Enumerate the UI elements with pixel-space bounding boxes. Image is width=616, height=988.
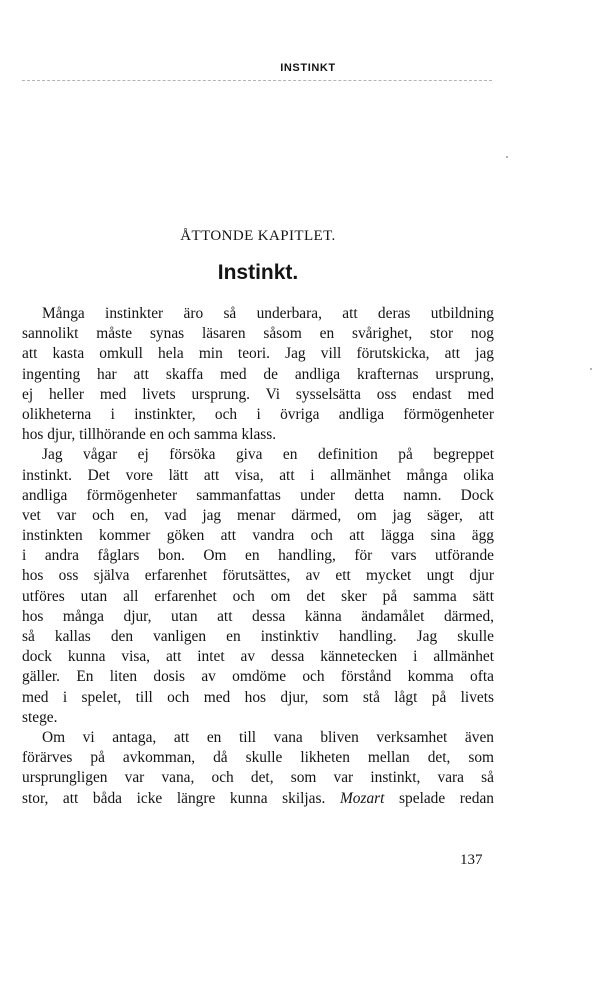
header-rule — [22, 80, 492, 81]
text-line — [22, 526, 494, 546]
text-line-content: att kasta omkull hela min teori. Jag vill förutskicka, att jag — [22, 345, 494, 363]
text-line-content: ursprungligen var vana, och det, som var instinkt, vara så — [22, 769, 494, 787]
scan-speck — [506, 156, 508, 158]
text-line-content: hos djur, tillhörande en och samma klass. — [22, 426, 277, 444]
text-line-content: Om vi antaga, att en till vana bliven verksamhet även — [42, 728, 494, 746]
text-line-content: instinkt. Det vore lätt att visa, att i allmänhet många olika — [22, 466, 494, 484]
text-line-content: utföres utan all erfarenhet och om det sker på samma sätt — [22, 587, 494, 605]
text-line — [22, 748, 494, 768]
text-line — [22, 647, 494, 667]
text-line — [22, 445, 494, 465]
text-line-content: olikheterna i instinkter, och i övriga andliga förmögenheter — [22, 405, 494, 423]
text-line — [22, 607, 494, 627]
text-line-content: med i spelet, till och med hos djur, som stå lågt på livets — [22, 688, 494, 706]
text-line-content: Många instinkter äro så underbara, att deras utbildning — [42, 305, 494, 322]
text-line-content: hos många djur, utan att dessa känna ändamålet därmed, — [22, 607, 494, 625]
text-line — [22, 688, 494, 708]
scan-speck — [590, 368, 592, 370]
text-line — [22, 566, 494, 586]
text-line-content: stege. — [22, 708, 58, 726]
italic-name: Mozart — [339, 789, 385, 807]
text-line — [22, 728, 494, 748]
text-line — [22, 425, 494, 445]
text-line-content: stor, att båda icke längre kunna skiljas. — [22, 789, 326, 807]
text-line — [22, 304, 494, 324]
body-text — [22, 304, 494, 809]
text-line — [22, 486, 494, 506]
text-line-content: i andra fåglars bon. Om en handling, för vars utförande — [22, 547, 494, 565]
text-line — [22, 506, 494, 526]
chapter-title: Instinkt. — [217, 261, 299, 284]
text-line — [22, 667, 494, 687]
text-line — [22, 627, 494, 647]
running-head: INSTINKT — [280, 62, 336, 74]
text-line-content: instinkten kommer göken att vandra och att lägga sina ägg — [22, 527, 494, 545]
text-line — [22, 708, 494, 728]
text-line-content: gäller. En liten dosis av omdöme och förstånd komma ofta — [22, 668, 494, 686]
text-line-content: andliga förmögenheter sammanfattas under detta namn. Dock — [22, 486, 494, 504]
chapter-heading: ÅTTONDE KAPITLET. — [180, 228, 336, 244]
text-line — [22, 385, 494, 405]
text-line — [22, 768, 494, 788]
text-line-content: Jag vågar ej försöka giva en definition på begreppet — [42, 446, 494, 464]
text-line-content: ej heller med livets ursprung. Vi sysselsätta oss endast med — [22, 385, 494, 403]
text-line-tail: spelade redan — [399, 789, 494, 807]
text-line — [22, 466, 494, 486]
text-line-content: sannolikt måste synas läsaren såsom en svårighet, stor nog — [22, 325, 494, 343]
text-line — [22, 365, 494, 385]
page-number: 137 — [460, 852, 483, 868]
text-line-content: ingenting har att skaffa med de andliga krafternas ursprung, — [22, 365, 494, 383]
text-line — [22, 789, 494, 809]
text-line-content: hos oss själva erfarenhet förutsättes, av ett mycket ungt djur — [22, 567, 494, 585]
text-line — [22, 344, 494, 364]
text-line-content: så kallas den vanligen en instinktiv handling. Jag skulle — [22, 628, 494, 645]
text-line-content: dock kunna visa, att intet av dessa kännetecken i allmänhet — [22, 648, 494, 666]
text-line-content: förärves på avkomman, då skulle likheten mellan det, som — [22, 749, 494, 767]
text-line — [22, 546, 494, 566]
text-line — [22, 587, 494, 607]
text-line-content: vet var och en, vad jag menar därmed, om jag säger, att — [22, 506, 494, 524]
text-line — [22, 324, 494, 344]
text-line — [22, 405, 494, 425]
